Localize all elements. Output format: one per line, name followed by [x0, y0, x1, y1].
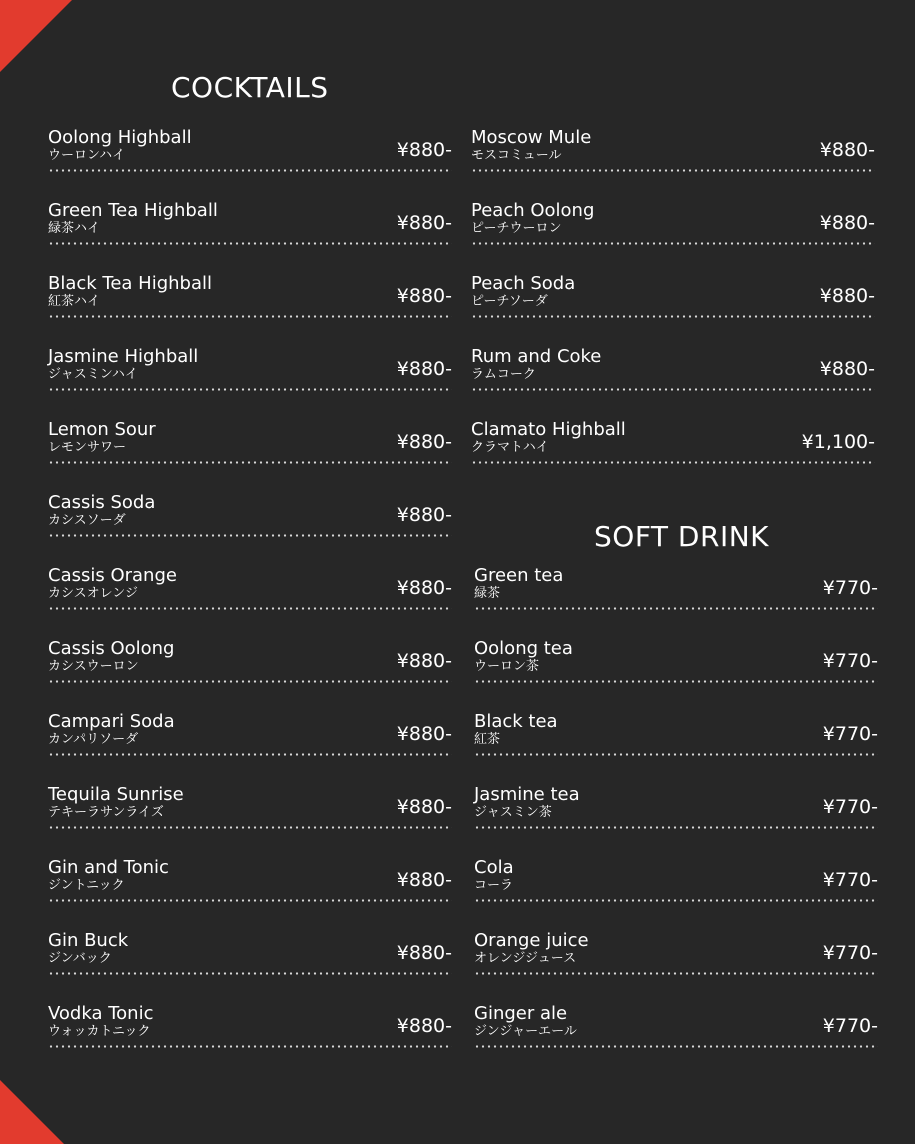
menu-item: [474, 784, 878, 844]
item-name: Tequila Sunrise: [48, 784, 184, 805]
item-name: Oolong Highball: [48, 127, 192, 148]
menu-item: [48, 200, 452, 260]
item-price: ¥880-: [396, 358, 452, 380]
item-price: ¥880-: [396, 285, 452, 307]
menu-item: [48, 784, 452, 844]
item-name-japanese: ピーチソーダ: [471, 294, 548, 309]
item-price: ¥770-: [822, 796, 878, 818]
item-price: ¥880-: [819, 358, 875, 380]
menu-item: [48, 1003, 452, 1063]
item-price: ¥880-: [396, 139, 452, 161]
dotted-divider: [474, 753, 878, 756]
dotted-divider: [48, 972, 452, 975]
item-name: Orange juice: [474, 930, 589, 951]
item-name-japanese: カシスオレンジ: [48, 586, 138, 601]
dotted-divider: [48, 899, 452, 902]
item-name-japanese: ピーチウーロン: [471, 221, 562, 236]
item-name: Oolong tea: [474, 638, 573, 659]
item-name: Clamato Highball: [471, 419, 626, 440]
menu-item: [48, 565, 452, 625]
item-price: ¥880-: [396, 1015, 452, 1037]
dotted-divider: [48, 388, 452, 391]
dotted-divider: [471, 242, 875, 245]
item-name-japanese: テキーラサンライズ: [48, 805, 164, 820]
item-name-japanese: ジンジャーエール: [474, 1024, 577, 1039]
item-name-japanese: ラムコーク: [471, 367, 536, 382]
item-name: Cassis Oolong: [48, 638, 175, 659]
dotted-divider: [474, 972, 878, 975]
item-name: Black tea: [474, 711, 558, 732]
dotted-divider: [48, 315, 452, 318]
corner-decoration-bottom-left: [0, 1080, 64, 1144]
dotted-divider: [471, 315, 875, 318]
dotted-divider: [48, 680, 452, 683]
item-name-japanese: ジャスミン茶: [474, 805, 552, 820]
dotted-divider: [474, 826, 878, 829]
dotted-divider: [48, 826, 452, 829]
menu-item: [474, 638, 878, 698]
dotted-divider: [471, 461, 875, 464]
item-name: Peach Oolong: [471, 200, 595, 221]
item-name-japanese: 緑茶ハイ: [48, 221, 101, 236]
menu-item: [474, 1003, 878, 1063]
menu-item: [48, 711, 452, 771]
item-name: Green tea: [474, 565, 564, 586]
dotted-divider: [474, 1045, 878, 1048]
item-name-japanese: コーラ: [474, 878, 514, 893]
item-name-japanese: ジントニック: [48, 878, 125, 893]
item-price: ¥880-: [396, 212, 452, 234]
item-name: Cola: [474, 857, 514, 878]
item-name-japanese: クラマトハイ: [471, 440, 549, 455]
menu-item: [471, 127, 875, 187]
dotted-divider: [48, 461, 452, 464]
dotted-divider: [48, 607, 452, 610]
item-name-japanese: カシスソーダ: [48, 513, 126, 528]
dotted-divider: [48, 169, 452, 172]
item-name: Vodka Tonic: [48, 1003, 154, 1024]
item-price: ¥880-: [819, 139, 875, 161]
dotted-divider: [48, 242, 452, 245]
corner-decoration-top-left: [0, 0, 72, 72]
item-price: ¥880-: [396, 869, 452, 891]
dotted-divider: [48, 753, 452, 756]
item-price: ¥770-: [822, 650, 878, 672]
menu-item: [48, 273, 452, 333]
menu-item: [471, 346, 875, 406]
item-name-japanese: レモンサワー: [48, 440, 127, 455]
item-name: Lemon Sour: [48, 419, 156, 440]
item-name-japanese: 紅茶ハイ: [48, 294, 101, 309]
item-name: Black Tea Highball: [48, 273, 213, 294]
item-price: ¥770-: [822, 1015, 878, 1037]
item-name-japanese: ジャスミンハイ: [48, 367, 138, 382]
item-name: Gin Buck: [48, 930, 129, 951]
item-price: ¥1,100-: [801, 431, 875, 453]
menu-item: [471, 273, 875, 333]
cocktails-title: COCKTAILS: [171, 71, 329, 104]
item-name: Gin and Tonic: [48, 857, 169, 878]
item-name: Peach Soda: [471, 273, 576, 294]
item-name-japanese: ウォッカトニック: [48, 1024, 151, 1039]
item-price: ¥770-: [822, 869, 878, 891]
item-name-japanese: モスコミュール: [471, 148, 562, 163]
menu-item: [474, 857, 878, 917]
menu-item: [48, 127, 452, 187]
item-price: ¥880-: [819, 212, 875, 234]
item-name-japanese: 紅茶: [474, 732, 501, 747]
item-price: ¥880-: [396, 431, 452, 453]
dotted-divider: [474, 607, 878, 610]
item-price: ¥880-: [396, 796, 452, 818]
dotted-divider: [474, 680, 878, 683]
item-price: ¥770-: [822, 577, 878, 599]
menu-item: [48, 638, 452, 698]
item-name: Jasmine Highball: [48, 346, 199, 367]
menu-item: [48, 492, 452, 552]
item-price: ¥880-: [819, 285, 875, 307]
menu-item: [474, 565, 878, 625]
item-name-japanese: ジンバック: [48, 951, 112, 966]
soft-drink-title: SOFT DRINK: [594, 520, 770, 553]
item-name-japanese: ウーロン茶: [474, 659, 540, 674]
menu-item: [48, 930, 452, 990]
dotted-divider: [471, 388, 875, 391]
item-name: Moscow Mule: [471, 127, 592, 148]
menu-item: [474, 711, 878, 771]
menu-item: [474, 930, 878, 990]
item-price: ¥880-: [396, 942, 452, 964]
item-name-japanese: オレンジジュース: [474, 951, 577, 966]
item-price: ¥770-: [822, 942, 878, 964]
item-name: Green Tea Highball: [48, 200, 218, 221]
dotted-divider: [48, 1045, 452, 1048]
dotted-divider: [48, 534, 452, 537]
item-price: ¥880-: [396, 504, 452, 526]
item-name-japanese: ウーロンハイ: [48, 148, 126, 163]
dotted-divider: [471, 169, 875, 172]
item-name-japanese: カンパリソーダ: [48, 732, 139, 747]
menu-item: [48, 419, 452, 479]
item-name: Rum and Coke: [471, 346, 602, 367]
item-price: ¥880-: [396, 650, 452, 672]
item-name-japanese: カシスウーロン: [48, 659, 139, 674]
menu-item: [48, 857, 452, 917]
menu-item: [471, 200, 875, 260]
item-name: Jasmine tea: [474, 784, 580, 805]
item-name: Campari Soda: [48, 711, 175, 732]
dotted-divider: [474, 899, 878, 902]
menu-item: [471, 419, 875, 479]
item-name: Cassis Soda: [48, 492, 156, 513]
item-price: ¥880-: [396, 723, 452, 745]
item-price: ¥770-: [822, 723, 878, 745]
item-name: Cassis Orange: [48, 565, 177, 586]
item-name: Ginger ale: [474, 1003, 568, 1024]
item-name-japanese: 緑茶: [474, 586, 501, 601]
item-price: ¥880-: [396, 577, 452, 599]
menu-item: [48, 346, 452, 406]
